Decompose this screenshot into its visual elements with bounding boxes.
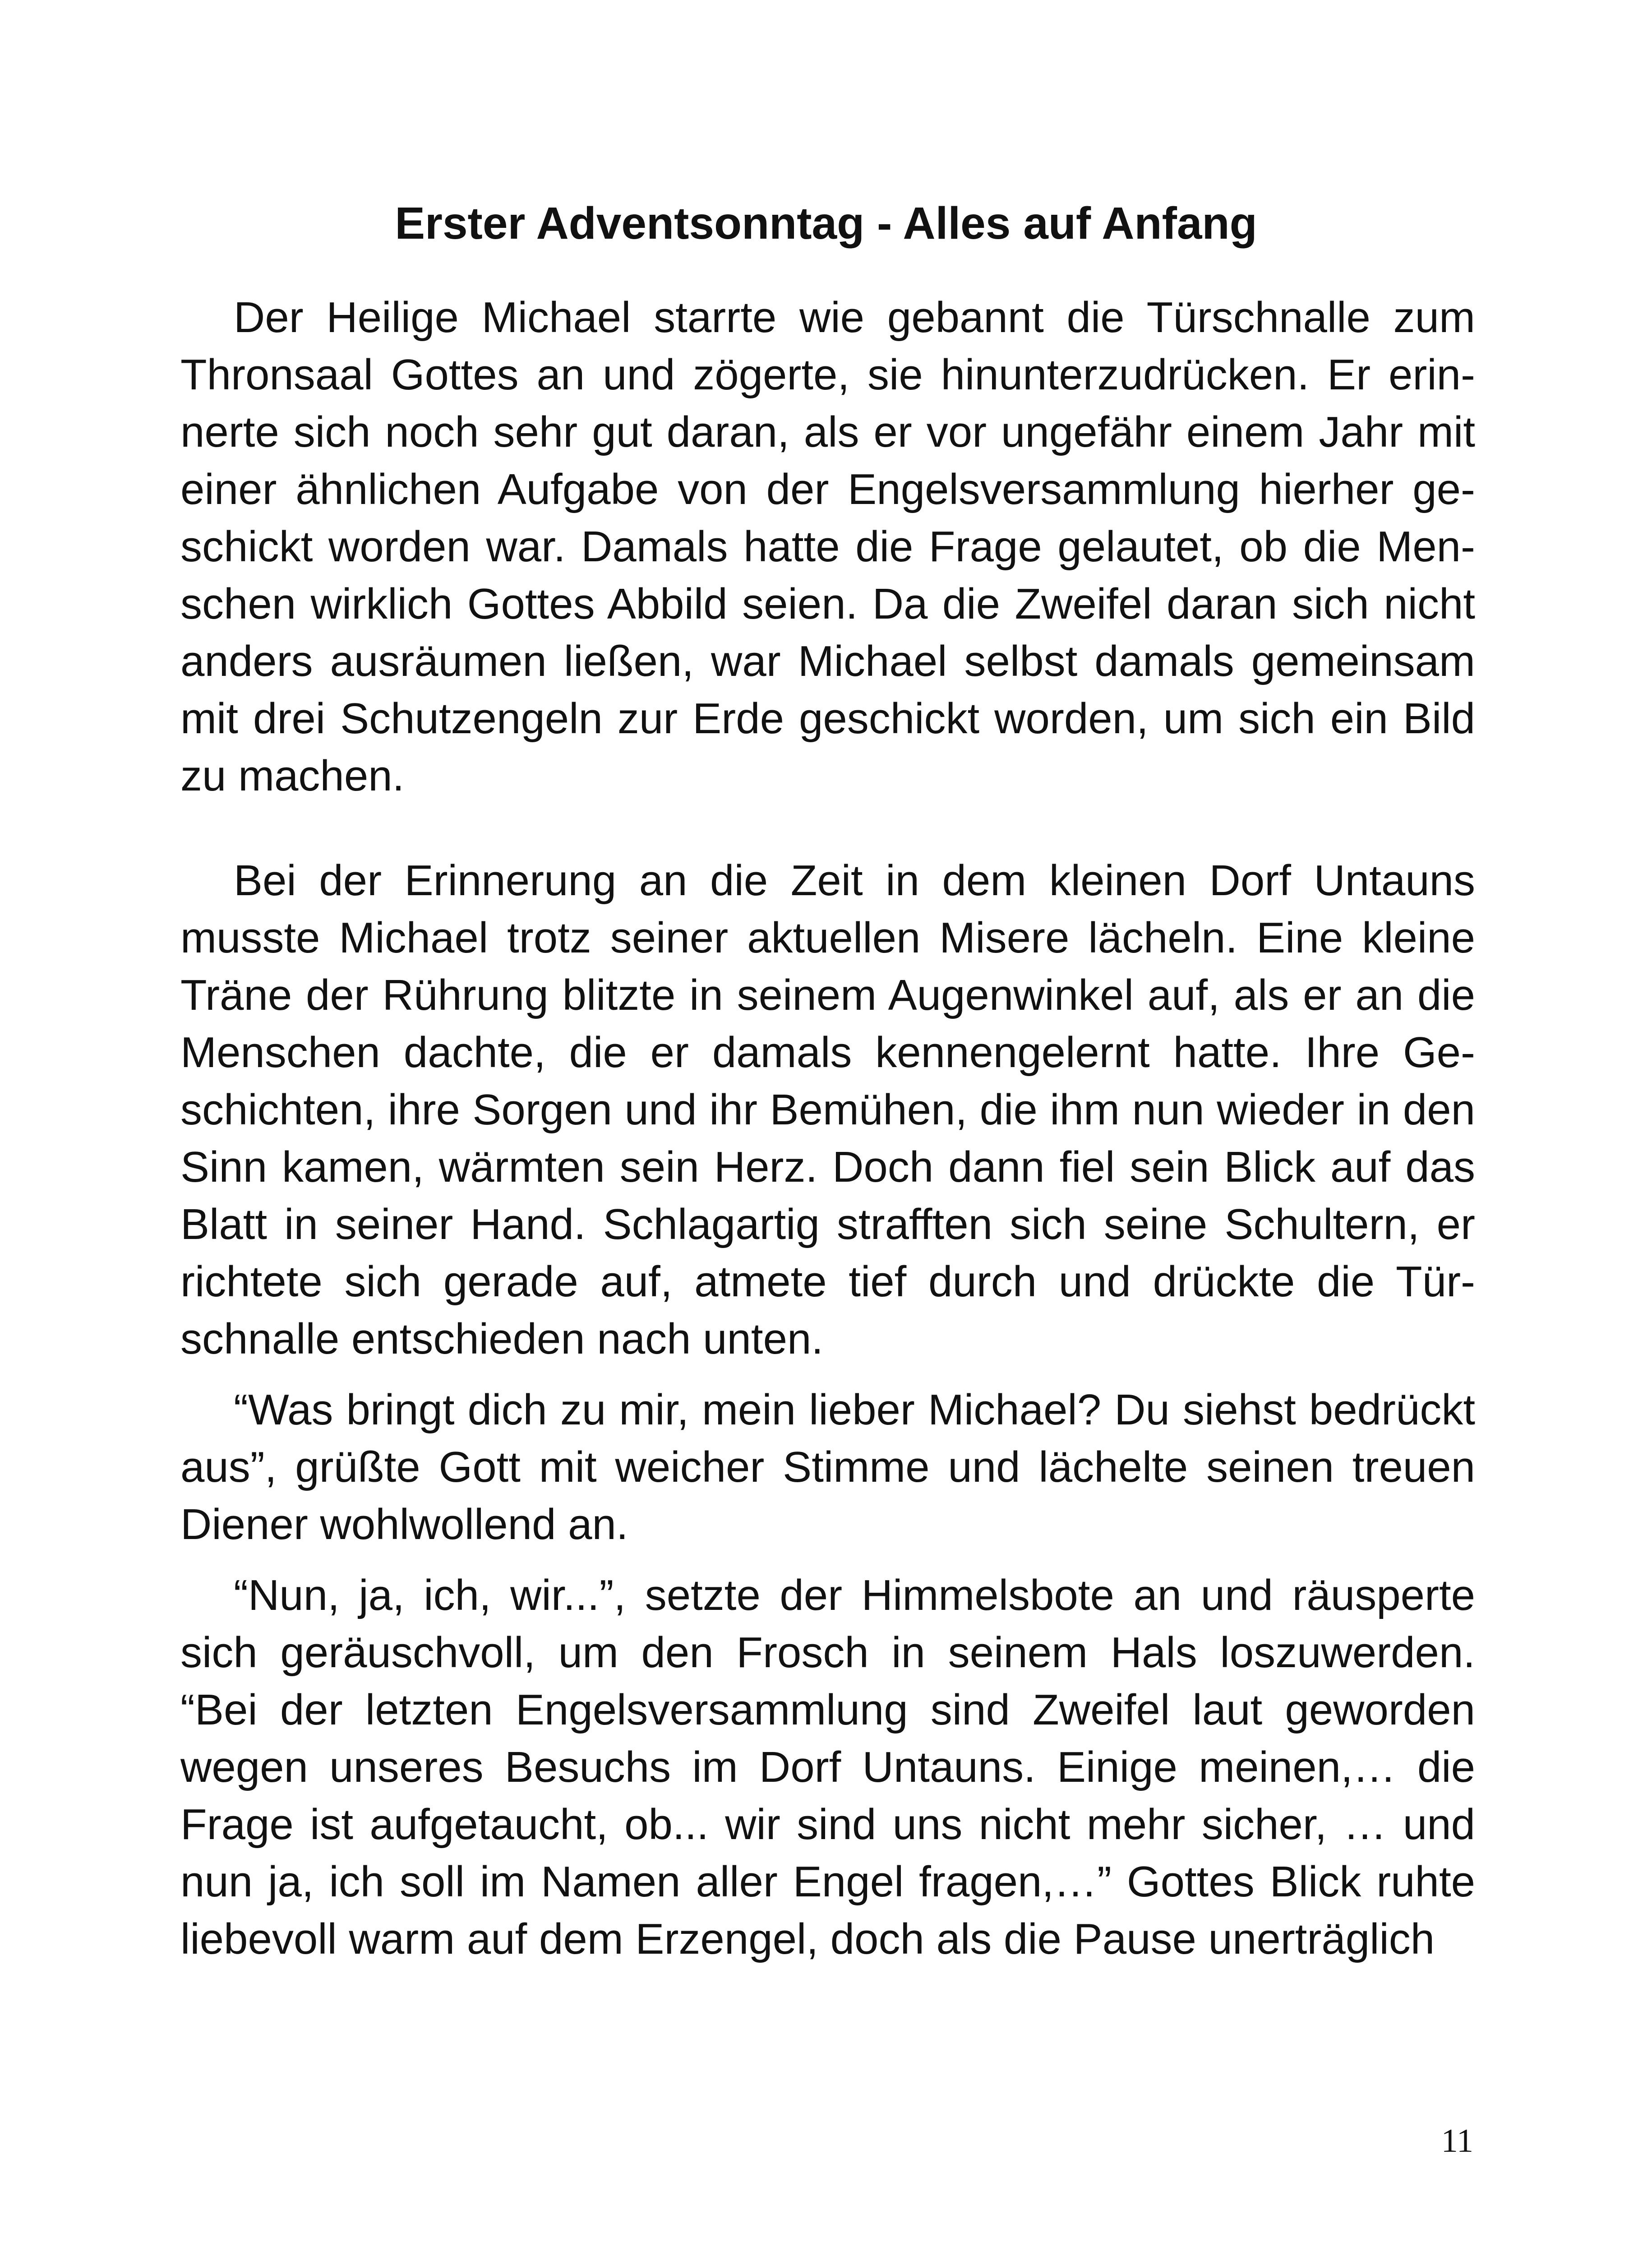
- paragraph: “Nun, ja, ich, wir...”, setzte der Himmelsbote an und räusperte sich geräuschvoll, um den Frosch in seinem Hals loszuwerden. “Bei der letzten Engelsversammlung sind Zweifel laut geworden wegen unseres Besuchs im Dorf Untauns. Einige meinen,… die Frage ist aufgetaucht, ob... wir sind uns nicht mehr sicher, … und nun ja, ich soll im Namen aller Engel fragen,…” Gottes Blick ruhte liebevoll warm auf dem Erzengel, doch als die Pause unerträglich: [180, 1571, 1475, 1963]
- body-text: [180, 289, 1475, 1968]
- paragraph: Bei der Erinnerung an die Zeit in dem kleinen Dorf Untauns musste Michael trotz seiner aktuellen Misere lächeln. Eine kleine Träne der Rührung blitzte in seinem Augenwinkel auf, als er an die Menschen dachte, die er damals kennengelernt hatte. Ihre Geschichten, ihre Sorgen und ihr Bemühen, die ihm nun wieder in den Sinn kamen, wärmten sein Herz. Doch dann fiel sein Blick auf das Blatt in seiner Hand. Schlagartig strafften sich seine Schultern, er richtete sich gerade auf, atmete tief durch und drückte die Türschnalle entschieden nach unten.: [180, 856, 1475, 1363]
- paragraph: “Was bringt dich zu mir, mein lieber Michael? Du siehst bedrückt aus”, grüßte Gott mit weicher Stimme und lächelte seinen treuen Diener wohlwollend an.: [180, 1386, 1475, 1549]
- paragraph: Der Heilige Michael starrte wie gebannt die Türschnalle zum Thronsaal Gottes an und zögerte, sie hinunterzudrücken. Er erinnerte sich noch sehr gut daran, als er vor ungefähr einem Jahr mit einer ähnlichen Aufgabe von der Engelsversammlung hierher geschickt worden war. Damals hatte die Frage gelautet, ob die Menschen wirklich Gottes Abbild seien. Da die Zweifel daran sich nicht anders ausräumen ließen, war Michael selbst damals gemeinsam mit drei Schutzengeln zur Erde geschickt worden, um sich ein Bild zu machen.: [180, 293, 1475, 800]
- page-number: 11: [1441, 2122, 1473, 2159]
- chapter-title: Erster Adventsonntag - Alles auf Anfang: [395, 198, 1257, 249]
